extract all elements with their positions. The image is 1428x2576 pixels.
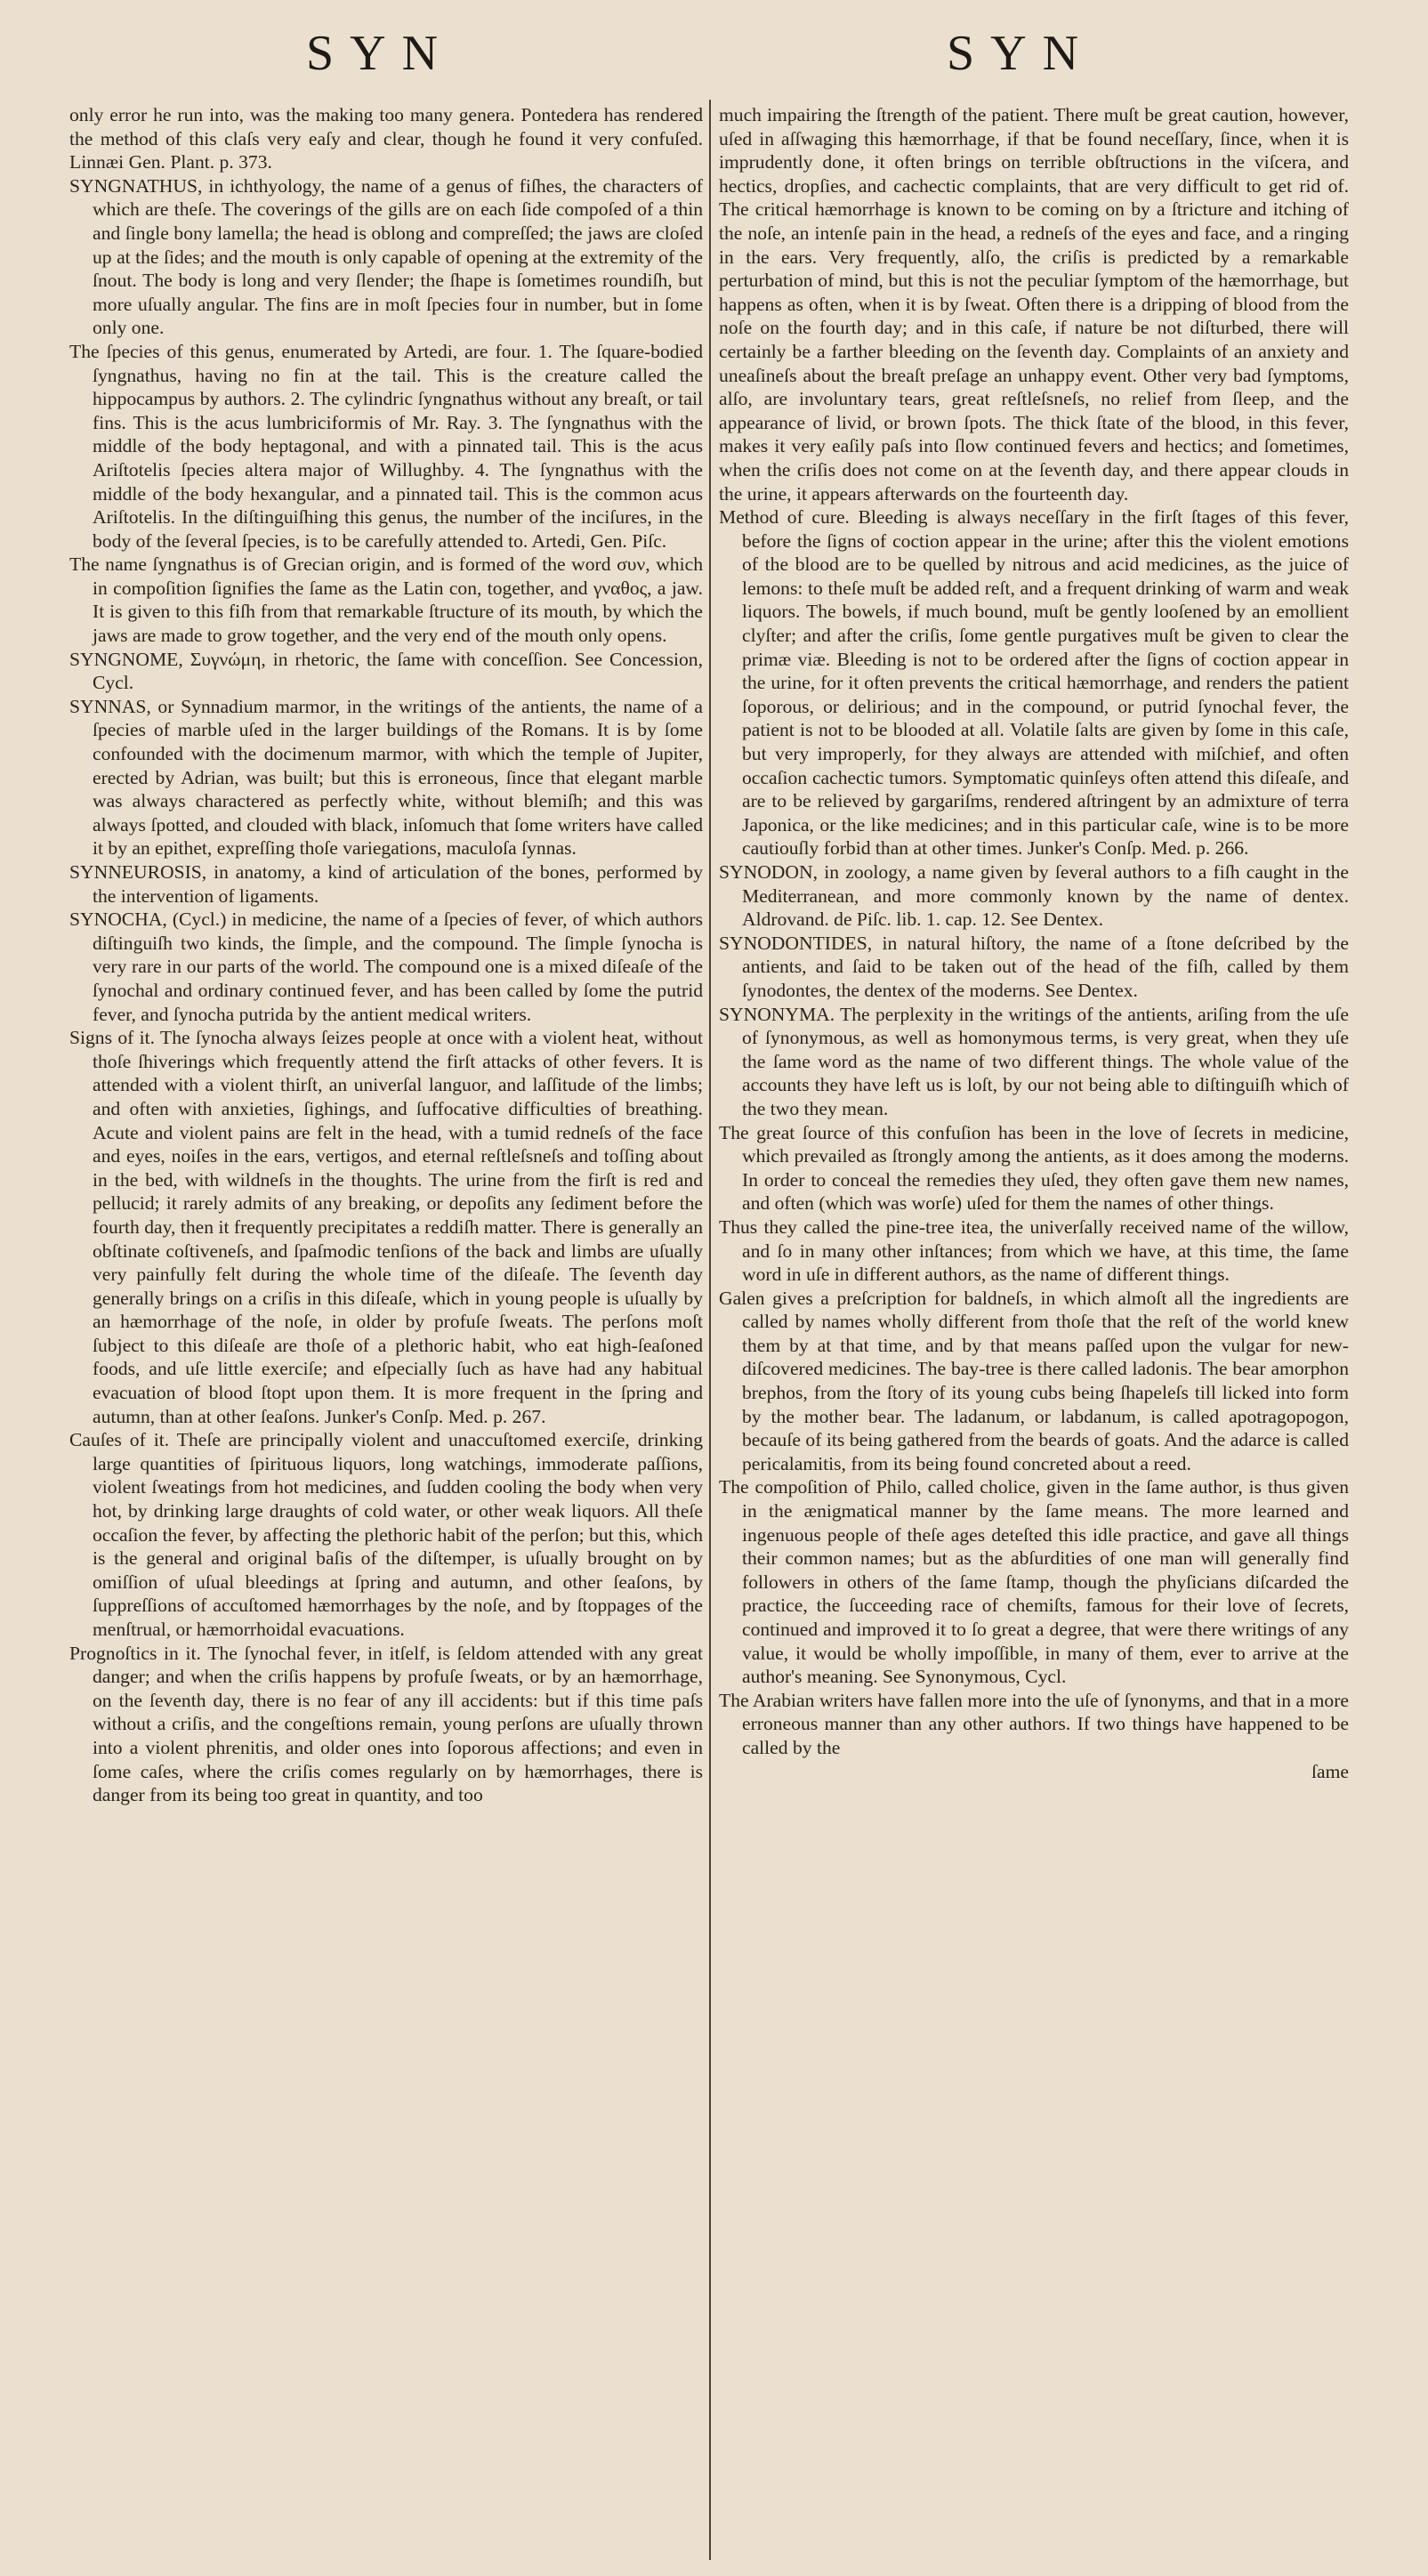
entry-synocha: SYNOCHA, (Cycl.) in medicine, the name of a ſpecies of fever, of which authors diſtinguiſh two kinds, the ſimple, and the compound. The ſimple ſynocha is very rare in our parts of the world. The compound one is a mixed diſeaſe of the ſynochal and ordinary continued fever, and has been called by ſome the putrid fever, and ſynocha putrida by the antient medical writers. xyxy=(69,908,703,1025)
left-column xyxy=(69,103,703,2559)
paragraph-causes: Cauſes of it. Theſe are principally violent and unaccuſtomed exerciſe, drinking large quantities of ſpirituous liquors, long watchings, immoderate paſſions, violent ſweatings from hot medicines, and ſudden cooling the body when very hot, by drinking large draughts of cold water, or other weak liquors. All theſe occaſion the fever, by affecting the plethoric habit of the perſon; but this, which is the general and original baſis of the diſtemper, is uſually brought on by omiſſion of uſual bleedings at ſpring and autumn, and other ſeaſons, by ſuppreſſions of accuſtomed hæmorrhages by the noſe, and by ſtoppages of the menſtrual, or hæmorrhoidal evacuations. xyxy=(69,1429,703,1640)
entry-synneurosis: SYNNEUROSIS, in anatomy, a kind of articulation of the bones, performed by the intervention of ligaments. xyxy=(69,861,703,907)
paragraph-philo: The compoſition of Philo, called cholice, given in the ſame author, is thus given in the ænigmatical manner by the ſame means. The more learned and ingenuous people of theſe ages deteſted this idle practice, and gave all things their common names; but as the abſurdities of one man will generally find followers in others of the ſame ſtamp, though the phyſicians diſcarded the practice, the ſucceeding race of chemiſts, famous for their love of ſecrets, continued and improved it to ſo great a degree, that were there writings of any value, it would be wholly impoſſible, in many of them, ever to arrive at the author's meaning. See Synonymous, Cycl. xyxy=(719,1476,1349,1688)
running-head-right: SYN xyxy=(947,26,1095,81)
entry-syngnathus: SYNGNATHUS, in ichthyology, the name of a genus of fiſhes, the characters of which are theſe. The coverings of the gills are on each ſide compoſed of a thin and ſingle bony lamella; the head is oblong and compreſſed; the jaws are cloſed up at the ſides; and the mouth is only capable of opening at the extremity of the ſnout. The body is long and very ſlender; the ſhape is ſometimes roundiſh, but more uſually angular. The fins are in moſt ſpecies four in number, but in ſome only one. xyxy=(69,174,703,339)
paragraph-method-of-cure: Method of cure. Bleeding is always neceſſary in the firſt ſtages of this fever, before the ſigns of coction appear in the urine; after this the violent emotions of the blood are to be quelled by nitrous and acid medicines, as the juice of lemons: to theſe muſt be added reſt, and a frequent drinking of warm and weak liquors. The bowels, if much bound, muſt be gently looſened by an emollient clyſter; and after the criſis, ſome gentle purgatives muſt be given to clear the primæ viæ. Bleeding is not to be ordered after the ſigns of coction appear in the urine, for it often prevents the critical hæmorrhage, and renders the patient ſoporous, or delirious; and in the compound, or putrid ſynochal fever, the patient is not to be blooded at all. Volatile ſalts are given by ſome in this caſe, but very improperly, for they always are attended with miſchief, and often occaſion cachectic tumors. Symptomatic quinſeys often attend this diſeaſe, and are to be relieved by gargariſms, rendered aſtringent by an admixture of terra Japonica, or the like medicines; and in this particular caſe, wine is to be more cautiouſly forbid than at other times. Junker's Conſp. Med. p. 266. xyxy=(719,506,1349,860)
paragraph-pine-tree: Thus they called the pine-tree itea, the univerſally received name of the willow, and ſo in many other inſtances; from which we have, at this time, the ſame word in uſe in different authors, as the name of different things. xyxy=(719,1215,1349,1286)
entry-synnas: SYNNAS, or Synnadium marmor, in the writings of the antients, the name of a ſpecies of marble uſed in the larger buildings of the Romans. It is by ſome confounded with the docimenum marmor, with which the temple of Jupiter, erected by Adrian, was built; but this is erroneous, ſince that elegant marble was always charactered as perfectly white, without blemiſh; and this was always ſpotted, and clouded with black, inſomuch that ſome writers have called it by an epithet, expreſſing thoſe variegations, maculoſa ſynnas. xyxy=(69,695,703,860)
paragraph-prognostics: Prognoſtics in it. The ſynochal fever, in itſelf, is ſeldom attended with any great danger; and when the criſis happens by profuſe ſweats, or by an hæmorrhage, on the ſeventh day, there is no fear of any ill accidents: but if this time paſs without a criſis, and the congeſtions remain, young perſons are uſually thrown into a violent phrenitis, and older ones into ſoporous affections; and even in ſome caſes, where the criſis comes regularly on by hæmorrhages, there is danger from its being too great in quantity, and too xyxy=(69,1642,703,1806)
paragraph-galen: Galen gives a preſcription for baldneſs, in which almoſt all the ingredients are called by names wholly different from thoſe that the reſt of the world knew them by at that time, and by that means paſſed upon the vulgar for new-diſcovered medicines. The bay-tree is there called ladonis. The bear amorphon brephos, from the ſtory of its young cubs being ſhapeleſs till licked into form by the mother bear. The ladanum, or labdanum, is called apotragopogon, becauſe of its being gathered from the beards of goats. And the adarce is called pericalamitis, from its being found concreted about a reed. xyxy=(719,1287,1349,1474)
paragraph-signs: Signs of it. The ſynocha always ſeizes people at once with a violent heat, without thoſe ſhiverings which frequently attend the firſt attacks of other fevers. It is attended with a violent thirſt, an univerſal languor, and laſſitude of the limbs; and often with anxieties, ſighings, and ſuffocative difficulties of breathing. Acute and violent pains are felt in the head, with a tumid redneſs of the face and eyes, noiſes in the ears, vertigos, and eternal reſtleſsneſs and toſſing about in the bed, with wildneſs in the thoughts. The urine from the firſt is red and pellucid; it rarely admits of any breaking, or depoſits any ſediment before the fourth day, then it frequently precipitates a reddiſh matter. There is generally an obſtinate coſtiveneſs, and ſpaſmodic tenſions of the back and limbs are uſually very painfully felt during the whole time of the diſeaſe. The ſeventh day generally brings on a criſis in this diſeaſe, which in young people is uſually by an hæmorrhage of the noſe, in older by profuſe ſweats. The perſons moſt ſubject to this diſeaſe are thoſe of a plethoric habit, who eat high-ſeaſoned foods, and uſe little exerciſe; and eſpecially ſuch as have had any habitual evacuation of blood ſtopt upon them. It is more frequent in the ſpring and autumn, than at other ſeaſons. Junker's Conſp. Med. p. 267. xyxy=(69,1027,703,1427)
entry-synodon: SYNODON, in zoology, a name given by ſeveral authors to a fiſh caught in the Mediterranean, and more commonly known by the name of dentex. Aldrovand. de Piſc. lib. 1. cap. 12. See Dentex. xyxy=(719,861,1349,931)
running-head-left: SYN xyxy=(306,26,455,81)
entry-synodontides: SYNODONTIDES, in natural hiſtory, the name of a ſtone deſcribed by the antients, and ſaid to be taken out of the head of the fiſh, called by them ſynodontes, the dentex of the moderns. See Dentex. xyxy=(719,932,1349,1001)
catchword: ſame xyxy=(1311,1760,1349,1782)
paragraph-syngnathus-name: The name ſyngnathus is of Grecian origin, and is formed of the word συν, which in compoſition ſignifies the ſame as the Latin con, together, and γναθος, a jaw. It is given to this fiſh from that remarkable ſtructure of its mouth, by which the jaws are made to grow together, and the very end of the mouth only opens. xyxy=(69,553,703,647)
paragraph-continuation: much impairing the ſtrength of the patient. There muſt be great caution, however, uſed in aſſwaging this hæmorrhage, if that be found neceſſary, ſince, when it is imprudently done, it often brings on terrible obſtructions in the viſcera, and hectics, dropſies, and cachectic complaints, that are very difficult to get rid of. The critical hæmorrhage is known to be coming on by a ſtricture and itching of the noſe, an intenſe pain in the head, a redneſs of the eyes and face, and a ringing in the ears. Very frequently, alſo, the criſis is predicted by a remarkable perturbation of mind, but this is not the peculiar ſymptom of the hæmorrhage, but happens as often, when it is by ſweat. Often there is a dripping of blood from the noſe on the fourth day; and in this caſe, if nature be not diſturbed, there will certainly be a farther bleeding on the ſeventh day. Complaints of an anxiety and uneaſineſs about the breaſt preſage an unhappy event. Other very bad ſymptoms, alſo, are involuntary tears, great reſtleſsneſs, no relief from ſleep, and the appearance of livid, or brown ſpots. The thick ſtate of the blood, in this fever, makes it very eaſily paſs into ſlow continued fevers and hectics; and ſometimes, when the criſis does not come on at the ſeventh day, and there appear clouds in the urine, it appears afterwards on the fourteenth day. xyxy=(719,104,1349,505)
entry-syngnome: SYNGNOME, Συγνώμη, in rhetoric, the ſame with conceſſion. See Concession, Cycl. xyxy=(69,648,703,694)
paragraph-syngnathus-species: The ſpecies of this genus, enumerated by Artedi, are four. 1. The ſquare-bodied ſyngnathus, having no fin at the tail. This is the creature called the hippocampus by authors. 2. The cylindric ſyngnathus without any breaſt, or tail fins. This is the acus lumbriciformis of Mr. Ray. 3. The ſyngnathus with the middle of the body heptagonal, and with a pinnated tail. This is the acus Ariſtotelis ſpecies altera major of Willughby. 4. The ſyngnathus with the middle of the body hexangular, and a pinnated tail. This is the common acus Ariſtotelis. In the diſtinguiſhing this genus, the number of the inciſures, in the body of the ſeveral ſpecies, is to be carefully attended to. Artedi, Gen. Piſc. xyxy=(69,340,703,552)
entry-synonyma: SYNONYMA. The perplexity in the writings of the antients, ariſing from the uſe of ſynonymous, as well as homonymous terms, is very great, when they uſe the ſame word as the name of two different things. The whole value of the accounts they have left us is loſt, by our not being able to diſtinguiſh which of the two they mean. xyxy=(719,1003,1349,1119)
paragraph-confusion-source: The great ſource of this confuſion has been in the love of ſecrets in medicine, which prevailed as ſtrongly among the antients, as it does among the moderns. In order to conceal the remedies they uſed, they often gave them new names, and often (which was worſe) uſed for them the names of other things. xyxy=(719,1121,1349,1215)
paragraph-continuation: only error he run into, was the making too many genera. Pontedera has rendered the method of this claſs very eaſy and clear, though he found it very confuſed. Linnæi Gen. Plant. p. 373. xyxy=(69,104,703,174)
right-column xyxy=(719,103,1349,2559)
paragraph-arabian: The Arabian writers have fallen more into the uſe of ſynonyms, and that in a more erroneous manner than any other authors. If two things have happened to be called by the xyxy=(719,1689,1349,1758)
column-divider xyxy=(709,100,711,2560)
